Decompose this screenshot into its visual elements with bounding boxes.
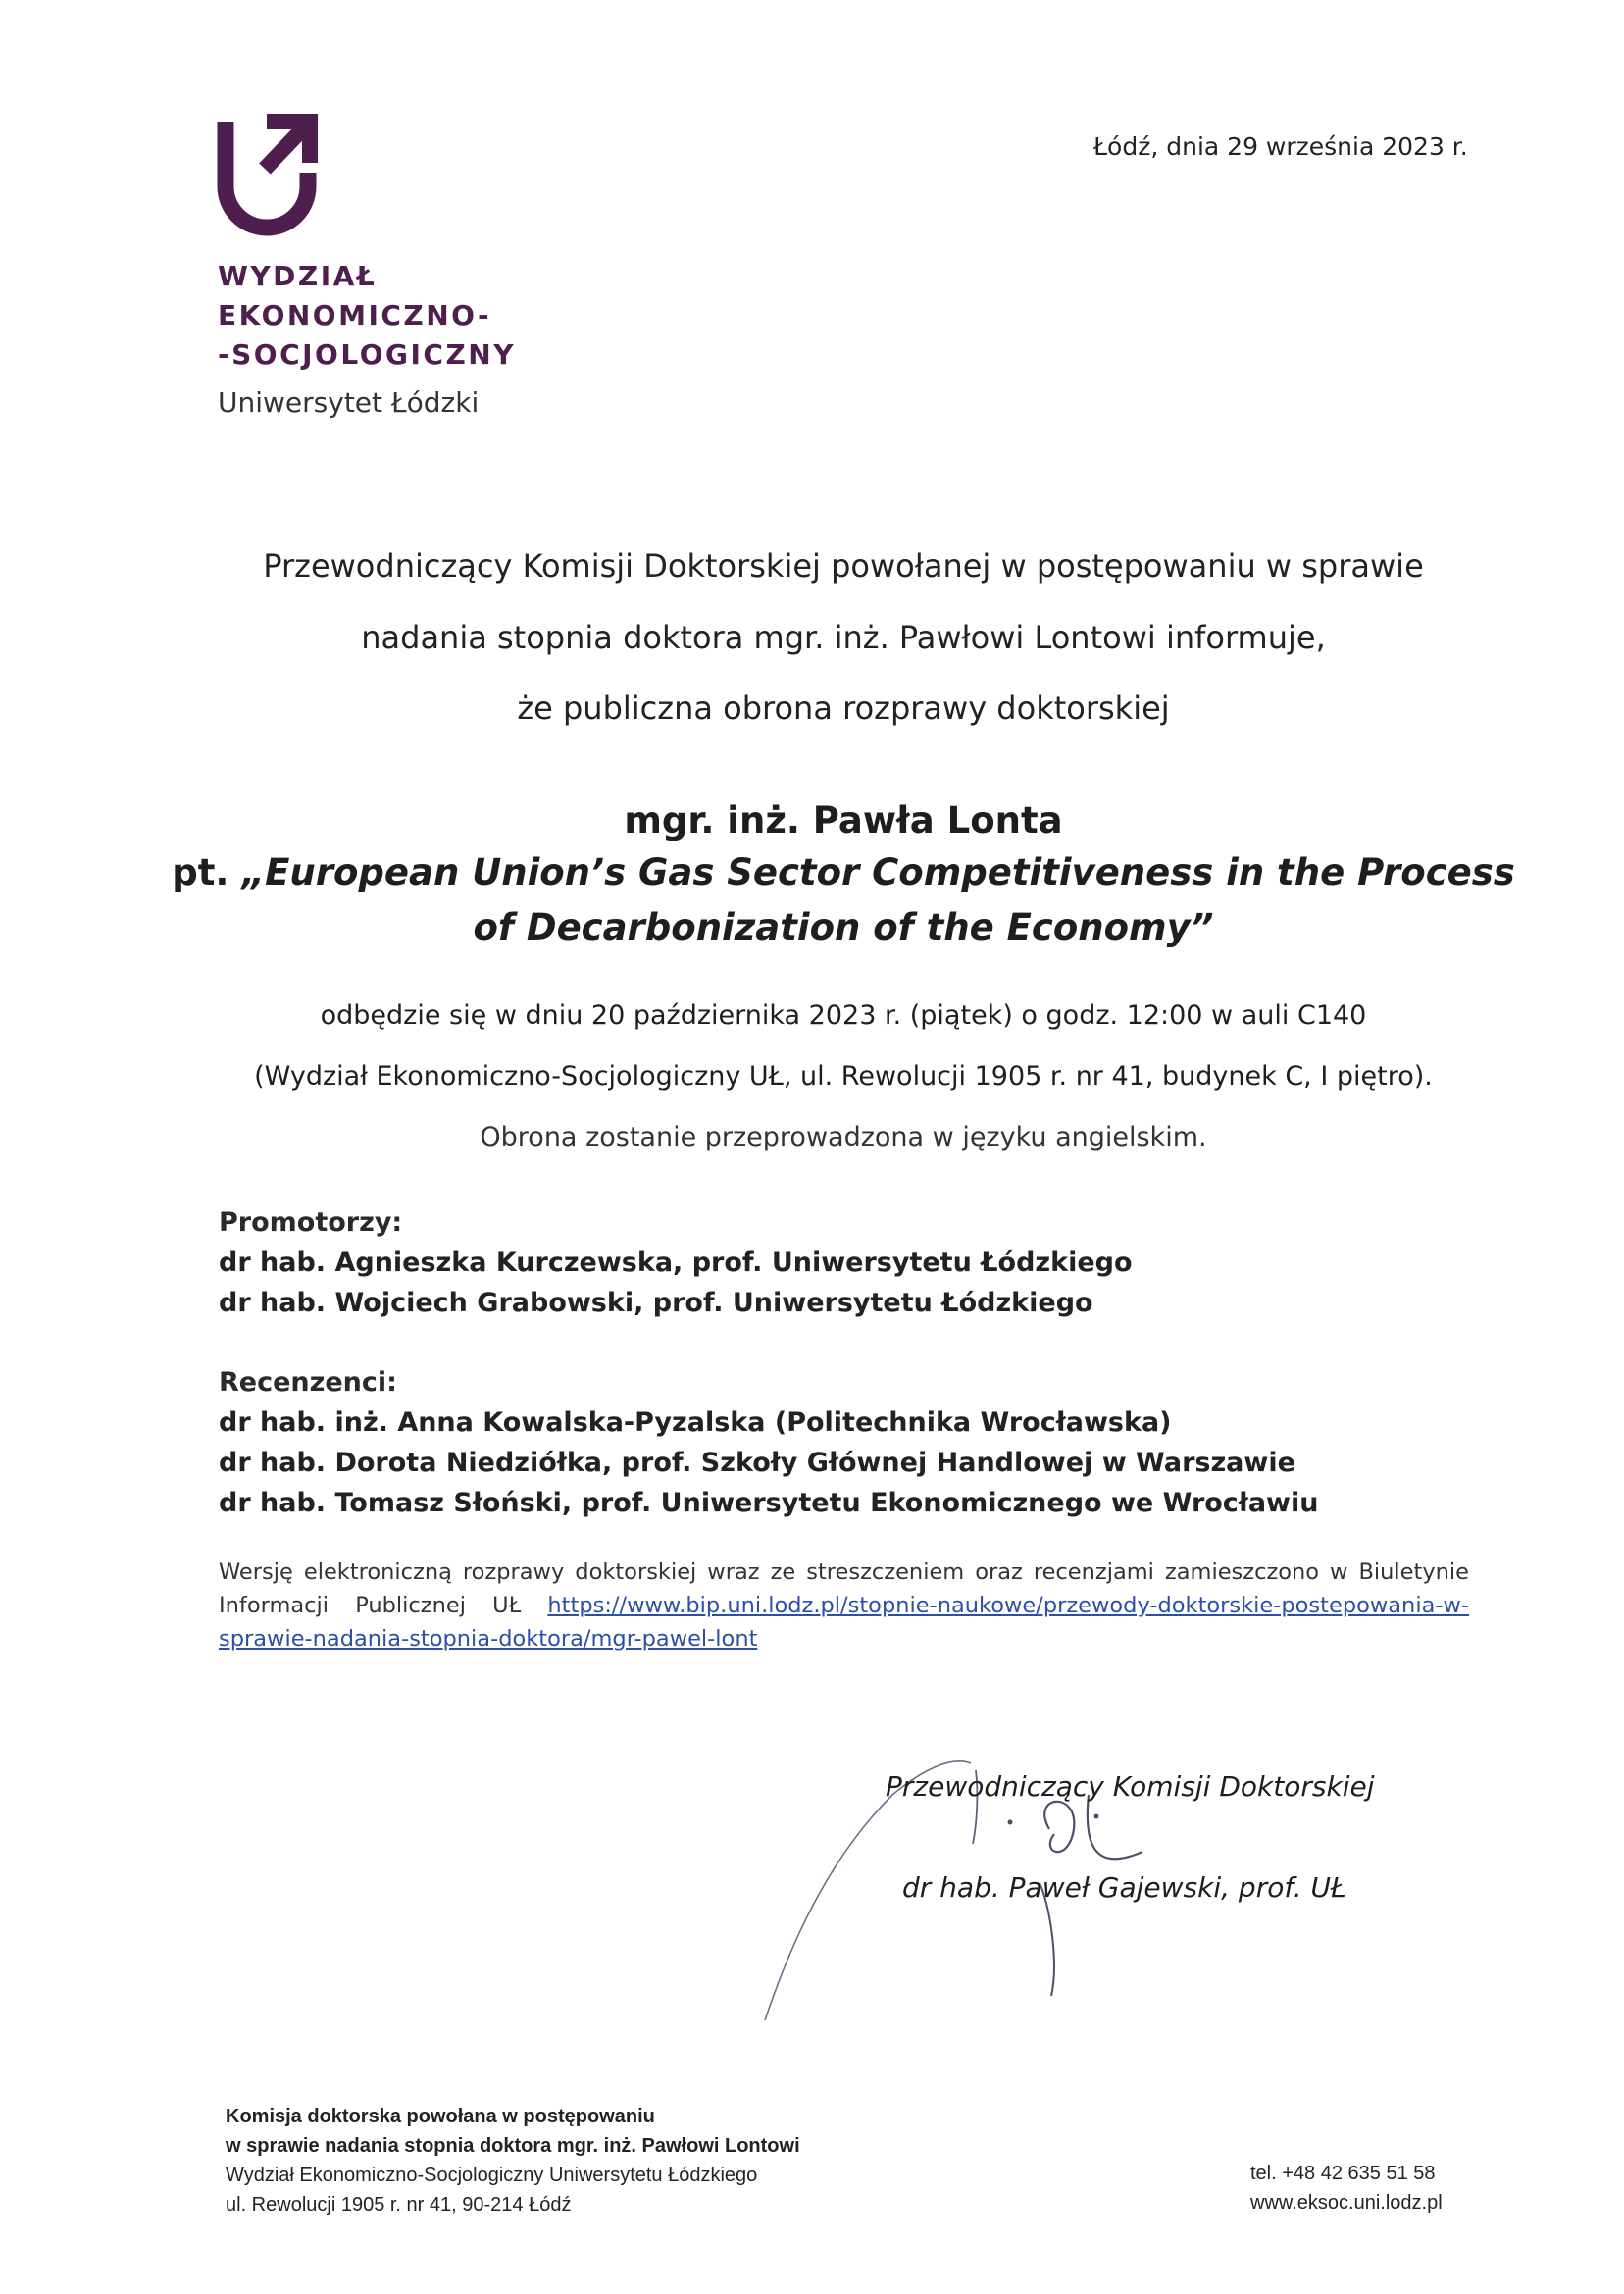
promoter-item: dr hab. Wojciech Grabowski, prof. Uniwersytetu Łódzkiego [219,1288,1093,1318]
footer-line: w sprawie nadania stopnia doktora mgr. inż. Pawłowi Lontowi [226,2135,800,2157]
intro-line: Przewodniczący Komisji Doktorskiej powołanej w postępowaniu w sprawie [263,547,1424,585]
intro-line: nadania stopnia doktora mgr. inż. Pawłowi Lontowi informuje, [361,619,1326,656]
faculty-line: WYDZIAŁ [218,260,378,292]
faculty-line: EKONOMICZNO- [218,299,492,331]
faculty-name [218,257,516,375]
reviewer-item: dr hab. Tomasz Słoński, prof. Uniwersytetu Ekonomicznego we Wrocławiu [219,1488,1319,1518]
university-u-arrow-logo-icon [212,114,322,237]
thesis-title-text: „European Union’s Gas Sector Competitiveness in the Process [241,851,1515,893]
candidate-name: mgr. inż. Pawła Lonta [624,799,1063,841]
footer-website: www.eksoc.uni.lodz.pl [1250,2192,1443,2214]
promoters-heading: Promotorzy: [219,1207,403,1238]
faculty-line: -SOCJOLOGICZNY [218,338,516,371]
reviewers-heading: Recenzenci: [219,1367,397,1398]
signatory-title: Przewodniczący Komisji Doktorskiej [886,1770,1375,1803]
footer-line: ul. Rewolucji 1905 r. nr 41, 90-214 Łódź [226,2194,572,2216]
reviewer-item: dr hab. Dorota Niedziółka, prof. Szkoły Głównej Handlowej w Warszawie [219,1448,1295,1478]
footer-address [226,2102,800,2219]
electronic-version-note [219,1555,1469,1656]
bip-link[interactable]: https://www.bip.uni.lodz.pl/stopnie-naukowe/przewody-doktorskie-postepowania-w-sprawie-nadania-stopnia-doktora/mgr-pawel-lont [219,1593,1469,1652]
footer-phone: tel. +48 42 635 51 58 [1250,2163,1436,2184]
promoter-item: dr hab. Agnieszka Kurczewska, prof. Uniwersytetu Łódzkiego [219,1248,1133,1278]
university-name: Uniwersytet Łódzki [218,386,480,419]
title-prefix: pt. [172,851,242,893]
reviewer-item: dr hab. inż. Anna Kowalska-Pyzalska (Politechnika Wrocławska) [219,1407,1172,1438]
note-text: Wersję elektroniczną rozprawy doktorskiej wraz ze streszczeniem oraz recenzjami zamieszczono w Biuletynie Informacji Publicznej UŁ [219,1559,1469,1618]
intro-line: że publiczna obrona rozprawy doktorskiej [517,689,1170,727]
promoters-section [219,1202,1133,1323]
defense-language-line: Obrona zostanie przeprowadzona w języku angielskim. [480,1122,1207,1152]
defense-date-line: odbędzie się w dniu 20 października 2023 r. (piątek) o godz. 12:00 w auli C140 [320,1000,1367,1031]
document-date: Łódź, dnia 29 września 2023 r. [1093,132,1468,161]
footer-line: Komisja doktorska powołana w postępowaniu [226,2106,655,2127]
thesis-title-line-2: of Decarbonization of the Economy” [473,906,1214,948]
thesis-title-line-1 [157,851,1530,893]
defense-location-line: (Wydział Ekonomiczno-Socjologiczny UŁ, ul. Rewolucji 1905 r. nr 41, budynek C, I piętro). [254,1061,1433,1092]
reviewers-section [219,1362,1318,1523]
signatory-name: dr hab. Paweł Gajewski, prof. UŁ [902,1871,1346,1904]
footer-line: Wydział Ekonomiczno-Socjologiczny Uniwersytetu Łódzkiego [226,2165,758,2186]
footer-contact [1250,2159,1443,2218]
